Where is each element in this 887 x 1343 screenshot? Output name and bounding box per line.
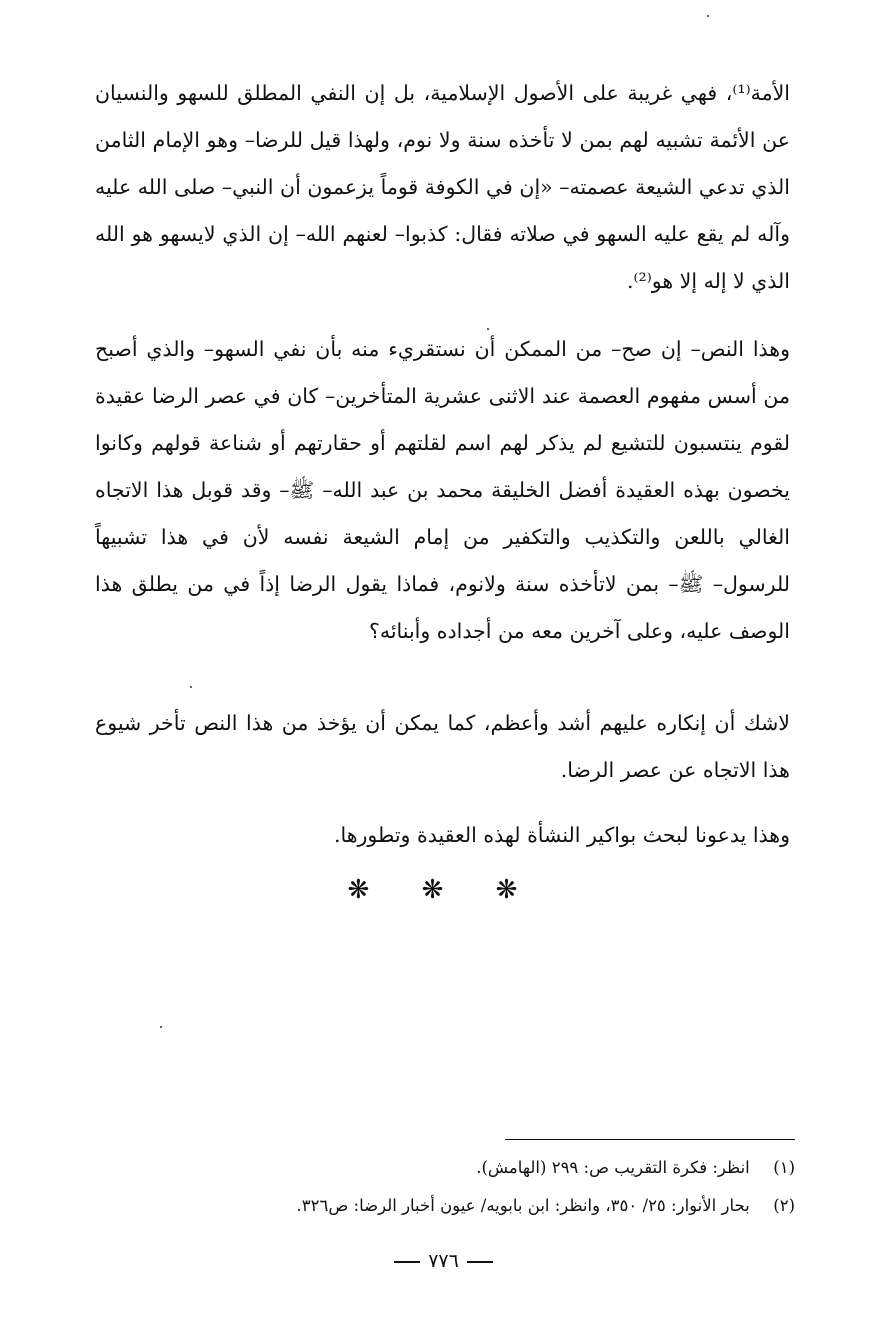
- page-number-dash-right: [467, 1261, 493, 1263]
- scan-speck: [190, 686, 192, 688]
- footnote-rule: [505, 1139, 795, 1140]
- page-number-value: ٧٧٦: [428, 1250, 459, 1272]
- paragraph-1: الأمة⁽¹⁾، فهي غريبة على الأصول الإسلامية، بل إن النفي المطلق للسهو والنسيان عن الأئمة تشبيه لهم بمن لا تأخذه سنة ولا نوم، ولهذا قيل للرضا– وهو الإمام الثامن الذي تدعي الشيعة عصمته– «إن في الكوفة قوماً يزعمون أن النبي– صلى الله عليه وآله لم يقع عليه السهو في صلاته فقال: كذبوا– لعنهم الله– إن الذي لايسهو هو الله الذي لا إله إلا هو⁽²⁾.: [95, 81, 790, 293]
- footnote-2-number: (٢): [773, 1196, 795, 1215]
- footnote-2-text: بحار الأنوار: ٢٥/ ٣٥٠، وانظر: ابن بابويه/ عيون أخبار الرضا: ص٣٢٦.: [296, 1196, 750, 1215]
- scan-speck: [487, 328, 489, 330]
- footnote-1-text: انظر: فكرة التقريب ص: ٢٩٩ (الهامش).: [476, 1158, 750, 1177]
- section-separator: ❋ ❋ ❋: [347, 875, 540, 905]
- page-number: [0, 1250, 887, 1272]
- paragraph-3: لاشك أن إنكاره عليهم أشد وأعظم، كما يمكن أن يؤخذ من هذا النص تأخر شيوع هذا الاتجاه عن عصر الرضا.: [95, 711, 790, 782]
- page-number-dash-left: [394, 1261, 420, 1263]
- footnote-2: [95, 1191, 795, 1221]
- scan-speck: [160, 1026, 162, 1028]
- footnote-1: [95, 1153, 795, 1183]
- paragraph-4: وهذا يدعونا لبحث بواكير النشأة لهذه العقيدة وتطورها.: [333, 823, 790, 847]
- scan-speck: [707, 15, 709, 17]
- paragraph-2: وهذا النص– إن صح– من الممكن أن نستقريء منه بأن نفي السهو– والذي أصبح من أسس مفهوم العصمة عند الاثنى عشرية المتأخرين– كان في عصر الرضا عقيدة لقوم ينتسبون للتشيع لم يذكر لهم اسم لقلتهم أو حقارتهم أو شناعة قولهم وكانوا يخصون بهذه العقيدة أفضل الخليقة محمد بن عبد الله– ﷺ– وقد قوبل هذا الاتجاه الغالي باللعن والتكذيب والتكفير من إمام الشيعة نفسه لأن في هذا تشبيهاً للرسول– ﷺ– بمن لاتأخذه سنة ولانوم، فماذا يقول الرضا إذاً في من يطلق هذا الوصف عليه، وعلى آخرين معه من أجداده وأبنائه؟: [95, 337, 790, 643]
- footnote-1-number: (١): [773, 1158, 795, 1177]
